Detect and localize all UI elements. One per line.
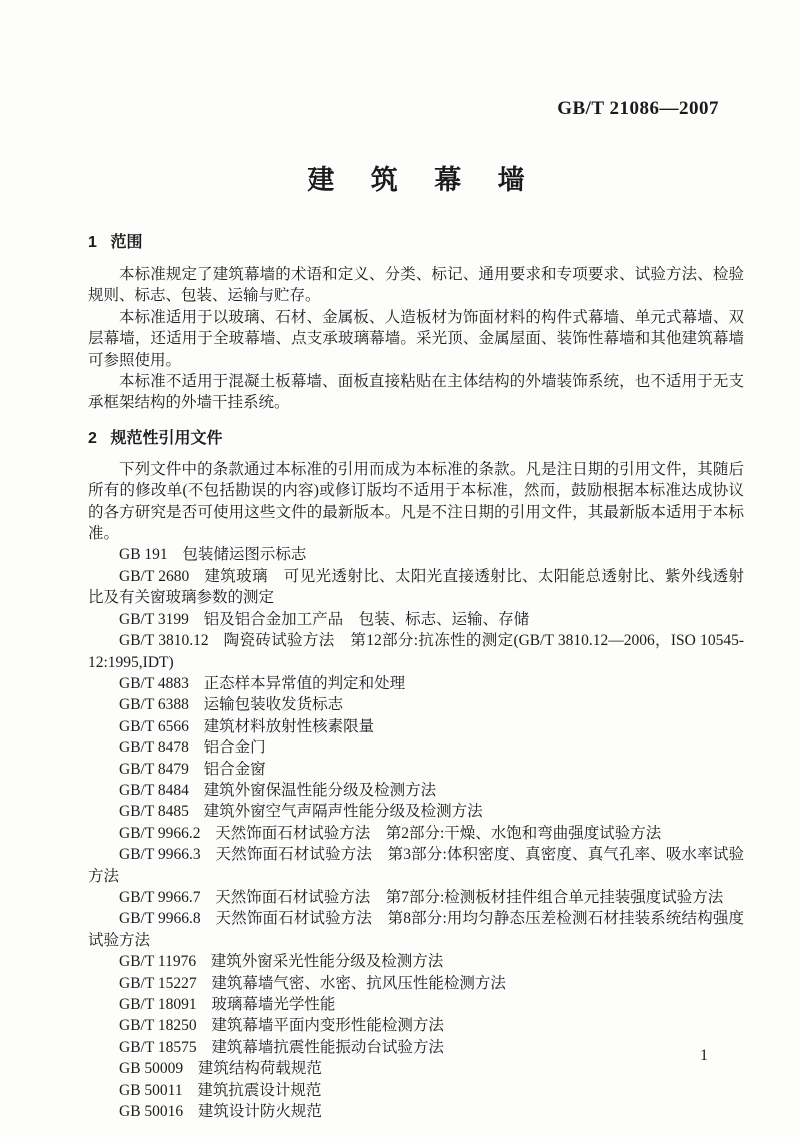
reference-item: [88, 1058, 744, 1079]
reference-item: [88, 994, 744, 1015]
reference-title: 天然饰面石材试验方法 第7部分:检测板材挂件组合单元挂装强度试验方法: [215, 888, 724, 906]
reference-code: GB/T 18250: [119, 1017, 197, 1035]
reference-item: [88, 673, 744, 694]
reference-code: GB/T 8479: [119, 760, 189, 778]
page-title-text: 建筑幕墙: [307, 165, 562, 195]
reference-code: GB 50011: [119, 1081, 183, 1099]
reference-item: [88, 887, 744, 908]
reference-title: 建筑玻璃 可见光透射比、太阳光直接透射比、太阳能总透射比、紫外线透射比及有关窗玻璃参数的测定: [88, 567, 744, 607]
scope-paragraph-2: 本标准适用于以玻璃、石材、金属板、人造板材为饰面材料的构件式幕墙、单元式幕墙、双层幕墙，还适用于全玻幕墙、点支承玻璃幕墙。采光顶、金属屋面、装饰性幕墙和其他建筑幕墙可参照使用。: [88, 308, 744, 369]
reference-code: GB/T 9966.7: [119, 888, 201, 906]
page-number: 1: [700, 1047, 708, 1064]
reference-code: GB/T 6566: [119, 717, 189, 735]
reference-title: 建筑结构荷载规范: [197, 1060, 322, 1078]
section-scope-heading: [88, 232, 744, 254]
reference-title: 运输包装收发货标志: [203, 696, 344, 714]
reference-code: GB/T 18091: [119, 996, 197, 1013]
reference-title: 建筑材料放射性核素限量: [203, 717, 375, 735]
scope-paragraph-1: 本标准规定了建筑幕墙的术语和定义、分类、标记、通用要求和专项要求、试验方法、检验规则、标志、包装、运输与贮存。: [88, 266, 744, 305]
reference-code: GB/T 9966.2: [119, 824, 201, 842]
reference-title: 建筑幕墙气密、水密、抗风压性能检测方法: [211, 974, 506, 992]
reference-item: [88, 759, 744, 780]
reference-title: 铝及铝合金加工产品 包装、标志、运输、存储: [203, 610, 530, 628]
page-title: [88, 162, 744, 198]
reference-item: [88, 1080, 744, 1101]
section-references-heading: [88, 428, 744, 450]
reference-title: 陶瓷砖试验方法 第12部分:抗冻性的测定(GB/T 3810.12—2006，ISO 10545-12:1995,IDT): [88, 632, 744, 671]
reference-title: 建筑幕墙平面内变形性能检测方法: [211, 1017, 444, 1035]
reference-title: 建筑外窗采光性能分级及检测方法: [210, 953, 444, 971]
reference-code: GB/T 3199: [119, 610, 189, 628]
reference-item: [88, 1037, 744, 1058]
references-intro: 下列文件中的条款通过本标准的引用而成为本标准的条款。凡是注日期的引用文件，其随后所有的修改单(不包括勘误的内容)或修订版均不适用于本标准，然而，鼓励根据本标准达成协议的各方研究是否可使用这些文件的最新版本。凡是不注日期的引用文件，其最新版本适用于本标准。: [88, 460, 744, 543]
reference-item: [88, 844, 744, 887]
reference-code: GB/T 8478: [119, 739, 189, 757]
reference-code: GB/T 8485: [119, 803, 189, 821]
reference-item: [88, 823, 744, 844]
reference-title: 正态样本异常值的判定和处理: [203, 674, 406, 692]
reference-code: GB/T 4883: [119, 674, 189, 692]
reference-code: GB/T 9966.3: [119, 846, 201, 864]
reference-item: [88, 973, 744, 994]
reference-title: 天然饰面石材试验方法 第3部分:体积密度、真密度、真气孔率、吸水率试验方法: [88, 846, 744, 885]
reference-item: [88, 1101, 744, 1122]
reference-code: GB/T 9966.8: [119, 910, 201, 928]
reference-title: 建筑设计防火规范: [197, 1103, 322, 1121]
reference-title: 天然饰面石材试验方法 第8部分:用均匀静态压差检测石材挂装系统结构强度试验方法: [88, 910, 744, 949]
reference-item: [88, 694, 744, 715]
reference-item: [88, 609, 744, 630]
reference-title: 包装储运图示标志: [182, 546, 307, 564]
reference-item: [88, 908, 744, 951]
reference-item: [88, 801, 744, 822]
reference-code: GB 191: [119, 546, 168, 564]
reference-code: GB/T 8484: [119, 781, 189, 799]
reference-code: GB/T 15227: [119, 974, 197, 992]
reference-item: [88, 951, 744, 972]
reference-title: 铝合金门: [203, 739, 266, 757]
section-number: 2: [88, 429, 97, 447]
reference-item: [88, 566, 744, 609]
section-title: 规范性引用文件: [110, 429, 223, 447]
reference-title: 铝合金窗: [203, 760, 266, 778]
reference-title: 天然饰面石材试验方法 第2部分:干燥、水饱和弯曲强度试验方法: [215, 824, 662, 842]
reference-title: 玻璃幕墙光学性能: [211, 996, 336, 1013]
reference-code: GB/T 3810.12: [119, 632, 209, 650]
reference-code: GB/T 11976: [119, 953, 197, 971]
reference-code: GB 50016: [119, 1103, 184, 1121]
reference-item: [88, 780, 744, 801]
section-number: 1: [88, 234, 97, 251]
reference-title: 建筑抗震设计规范: [197, 1081, 322, 1099]
reference-title: 建筑外窗空气声隔声性能分级及检测方法: [203, 803, 483, 821]
reference-code: GB/T 6388: [119, 696, 189, 714]
reference-title: 建筑幕墙抗震性能振动台试验方法: [211, 1038, 444, 1056]
reference-code: GB/T 18575: [119, 1038, 197, 1056]
standard-code: GB/T 21086—2007: [557, 98, 719, 119]
reference-item: [88, 716, 744, 737]
scope-paragraph-3: 本标准不适用于混凝土板幕墙、面板直接粘贴在主体结构的外墙装饰系统，也不适用于无支承框架结构的外墙干挂系统。: [88, 373, 744, 412]
reference-item: [88, 544, 744, 565]
reference-item: [88, 1015, 744, 1036]
reference-code: GB/T 2680: [119, 567, 190, 585]
section-title: 范围: [110, 234, 143, 251]
reference-item: [88, 630, 744, 673]
reference-code: GB 50009: [119, 1060, 184, 1078]
reference-title: 建筑外窗保温性能分级及检测方法: [203, 781, 437, 799]
reference-item: [88, 737, 744, 758]
